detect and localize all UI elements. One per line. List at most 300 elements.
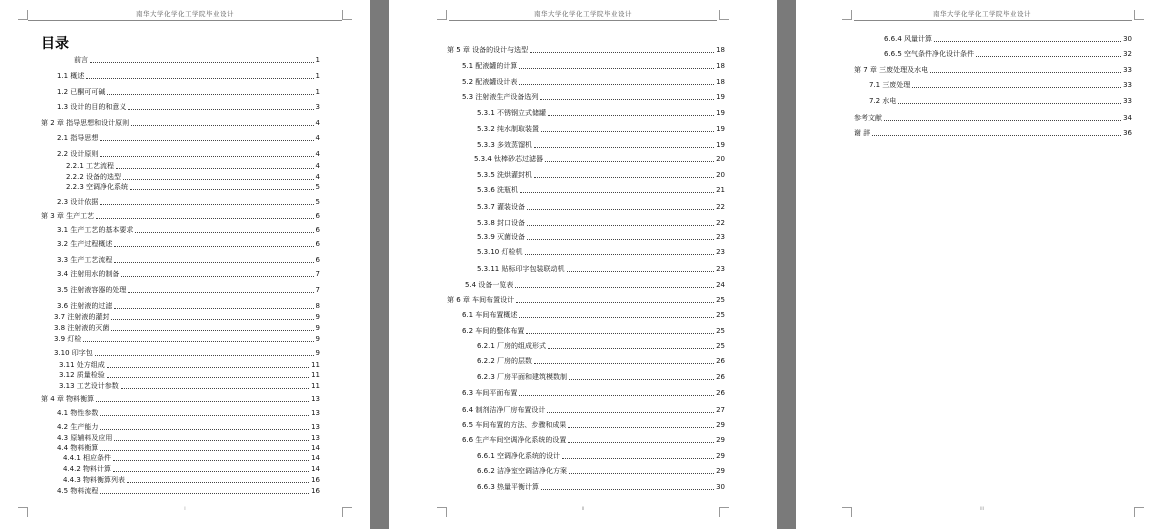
dot-leader: [123, 179, 313, 180]
toc-entry-label: 第 3 章 生产工艺: [41, 212, 95, 220]
toc-entry: [59, 371, 320, 379]
toc-entry-page: 6: [315, 240, 320, 248]
toc-entry-page: 24: [716, 281, 725, 289]
toc-entry: [57, 134, 320, 142]
toc-entry-label: 参考文献: [854, 114, 882, 122]
toc-entry-label: 第 6 章 车间布置设计: [447, 296, 515, 304]
toc-entry-page: 11: [311, 361, 320, 369]
toc-entry: [66, 173, 320, 181]
toc-entry-page: 26: [716, 389, 725, 397]
toc-entry: [477, 203, 725, 211]
toc-entry: [477, 233, 725, 241]
toc-entry-label: 4.4.1 相应条件: [63, 454, 112, 462]
toc-entry-label: 3.11 处方组成: [59, 361, 105, 369]
toc-entry: [869, 81, 1132, 89]
toc-entry-label: 5.3.6 洗瓶机: [477, 186, 519, 194]
toc-entry-page: 16: [311, 476, 320, 484]
dot-leader: [114, 308, 313, 309]
toc-entry: [462, 421, 725, 429]
dot-leader: [525, 254, 715, 255]
toc-entry: [41, 119, 320, 127]
dot-leader: [534, 147, 714, 148]
dot-leader: [562, 458, 714, 459]
dot-leader: [100, 493, 309, 494]
dot-leader: [872, 135, 1121, 136]
toc-entry-page: 11: [311, 371, 320, 379]
toc-entry-label: 4.4 物料衡算: [57, 444, 99, 452]
toc-entry-page: 18: [716, 62, 725, 70]
dot-leader: [884, 120, 1121, 121]
toc-entry: [477, 109, 725, 117]
dot-leader: [527, 209, 714, 210]
toc-entry: [57, 72, 320, 80]
toc-entry-page: 29: [716, 436, 725, 444]
toc-entry-page: 19: [716, 125, 725, 133]
toc-entry-label: 1.3 设计的目的和意义: [57, 103, 127, 111]
toc-entry-label: 6.2 车间的整体布置: [462, 327, 525, 335]
dot-leader: [934, 41, 1121, 42]
dot-leader: [519, 395, 714, 396]
margin-corner-top-left: [842, 10, 852, 20]
dot-leader: [519, 317, 714, 318]
toc-entry-label: 5.3 注射液生产设备选列: [462, 93, 539, 101]
toc-entry-label: 第 7 章 三废处理及水电: [854, 66, 929, 74]
dot-leader: [930, 72, 1121, 73]
toc-entry: [477, 357, 725, 365]
toc-entry: [462, 436, 725, 444]
toc-entry-label: 6.3 车间平面布置: [462, 389, 518, 397]
dot-leader: [130, 189, 313, 190]
toc-entry: [477, 141, 725, 149]
toc-entry-label: 2.2.1 工艺流程: [66, 162, 115, 170]
toc-entry: [477, 125, 725, 133]
toc-entry-label: 谢 辞: [854, 129, 871, 137]
toc-entry-label: 第 5 章 设备的设计与选型: [447, 46, 529, 54]
toc-entry: [54, 335, 320, 343]
toc-entry-page: 4: [315, 162, 320, 170]
toc-entry-label: 6.2.3 厂房平面和建筑模数制: [477, 373, 568, 381]
page-number-footer: II: [581, 506, 585, 511]
toc-entry-page: 9: [315, 335, 320, 343]
dot-leader: [567, 271, 715, 272]
dot-leader: [114, 246, 313, 247]
toc-entry: [57, 270, 320, 278]
dot-leader: [519, 68, 714, 69]
toc-entry: [57, 302, 320, 310]
toc-title: 目录: [41, 36, 69, 52]
toc-entry-page: 26: [716, 357, 725, 365]
dot-leader: [114, 262, 313, 263]
toc-entry: [57, 226, 320, 234]
toc-entry-label: 6.2.2 厂房的层数: [477, 357, 533, 365]
dot-leader: [568, 427, 714, 428]
toc-entry-label: 5.2 配液罐设计表: [462, 78, 518, 86]
dot-leader: [569, 473, 714, 474]
toc-entry-label: 2.2.3 空调净化系统: [66, 183, 129, 191]
toc-entry-label: 5.3.1 不锈钢立式储罐: [477, 109, 547, 117]
toc-entry-page: 18: [716, 46, 725, 54]
toc-entry-page: 13: [311, 409, 320, 417]
dot-leader: [541, 489, 714, 490]
toc-entry: [63, 476, 320, 484]
toc-entry-page: 6: [315, 212, 320, 220]
toc-entry-page: 1: [315, 72, 320, 80]
toc-entry-label: 6.6.3 热量平衡计算: [477, 483, 540, 491]
toc-entry-label: 5.3.10 灯检机: [477, 248, 523, 256]
dot-leader: [96, 218, 313, 219]
toc-entry: [57, 240, 320, 248]
toc-entry-page: 4: [315, 150, 320, 158]
toc-entry-label: 4.5 物料流程: [57, 487, 99, 495]
document-page-1: [0, 0, 370, 529]
toc-entry-page: 36: [1123, 129, 1132, 137]
toc-entry-page: 25: [716, 342, 725, 350]
toc-entry: [57, 256, 320, 264]
toc-entry-page: 22: [716, 219, 725, 227]
toc-entry-label: 前言: [74, 56, 88, 64]
toc-entry: [477, 219, 725, 227]
toc-entry: [462, 406, 725, 414]
dot-leader: [100, 140, 313, 141]
toc-entry-page: 23: [716, 265, 725, 273]
toc-entry-label: 2.1 指导思想: [57, 134, 99, 142]
toc-entry: [54, 324, 320, 332]
document-page-3: [796, 0, 1168, 529]
toc-entry-page: 22: [716, 203, 725, 211]
dot-leader: [541, 131, 714, 132]
toc-entry-label: 6.1 车间布置概述: [462, 311, 518, 319]
toc-entry-label: 7.1 三废处理: [869, 81, 911, 89]
toc-entry-label: 6.2.1 厂房的组成形式: [477, 342, 547, 350]
toc-entry: [884, 50, 1132, 58]
page-gap-1: [370, 0, 389, 529]
toc-entry-label: 2.3 设计依据: [57, 198, 99, 206]
toc-entry: [57, 286, 320, 294]
toc-entry-label: 3.12 质量检验: [59, 371, 105, 379]
dot-leader: [116, 168, 313, 169]
dot-leader: [107, 367, 309, 368]
dot-leader: [100, 156, 313, 157]
toc-entry-page: 25: [716, 327, 725, 335]
toc-entry-page: 9: [315, 324, 320, 332]
toc-entry-page: 7: [315, 286, 320, 294]
toc-entry: [57, 198, 320, 206]
toc-entry-label: 3.5 注射液容器的处理: [57, 286, 127, 294]
toc-entry: [41, 212, 320, 220]
toc-entry-label: 4.2 生产能力: [57, 423, 99, 431]
toc-entry-label: 1.1 概述: [57, 72, 85, 80]
toc-entry-page: 30: [716, 483, 725, 491]
toc-entry-page: 5: [315, 183, 320, 191]
toc-entry: [66, 162, 320, 170]
toc-entry: [462, 327, 725, 335]
toc-entry-page: 33: [1123, 81, 1132, 89]
toc-entry-page: 13: [311, 423, 320, 431]
dot-leader: [527, 225, 714, 226]
toc-entry-page: 9: [315, 313, 320, 321]
toc-entry-label: 5.4 设备一览表: [465, 281, 514, 289]
toc-entry-label: 4.1 物性参数: [57, 409, 99, 417]
toc-entry-label: 6.6.2 洁净室空调洁净化方案: [477, 467, 568, 475]
dot-leader: [86, 78, 313, 79]
toc-entry: [57, 487, 320, 495]
page-header: 南华大学化学化工学院毕业设计: [136, 10, 234, 18]
toc-entry: [66, 183, 320, 191]
toc-entry: [63, 465, 320, 473]
toc-entry: [477, 452, 725, 460]
dot-leader: [526, 333, 714, 334]
toc-entry: [447, 46, 725, 54]
dot-leader: [96, 401, 309, 402]
toc-entry: [477, 342, 725, 350]
toc-entry-page: 27: [716, 406, 725, 414]
toc-entry-label: 6.6 生产车间空调净化系统的设置: [462, 436, 567, 444]
dot-leader: [100, 415, 309, 416]
toc-entry-page: 5: [315, 198, 320, 206]
toc-entry-page: 6: [315, 226, 320, 234]
header-rule: [854, 20, 1132, 21]
toc-entry-label: 3.9 灯检: [54, 335, 82, 343]
toc-entry-label: 3.7 注射液的灌封: [54, 313, 110, 321]
toc-entry-label: 3.1 生产工艺的基本要求: [57, 226, 134, 234]
toc-entry-page: 4: [315, 119, 320, 127]
toc-entry-label: 5.3.2 纯水制取装置: [477, 125, 540, 133]
toc-entry: [854, 114, 1132, 122]
toc-entry-page: 34: [1123, 114, 1132, 122]
toc-entry-page: 3: [315, 103, 320, 111]
toc-entry-label: 4.4.2 物料计算: [63, 465, 112, 473]
toc-entry: [477, 186, 725, 194]
toc-entry-label: 第 2 章 指导思想和设计原则: [41, 119, 130, 127]
toc-entry-page: 30: [1123, 35, 1132, 43]
toc-entry-page: 33: [1123, 97, 1132, 105]
toc-entry-label: 4.4.3 物料衡算列表: [63, 476, 126, 484]
toc-entry: [41, 395, 320, 403]
toc-entry-label: 2.2.2 设备的选型: [66, 173, 122, 181]
toc-entry-page: 29: [716, 467, 725, 475]
dot-leader: [515, 287, 714, 288]
dot-leader: [114, 440, 309, 441]
dot-leader: [100, 450, 309, 451]
toc-entry-label: 5.3.11 贴标印字包装联动机: [477, 265, 565, 273]
page-gap-2: [777, 0, 796, 529]
toc-entry-page: 33: [1123, 66, 1132, 74]
toc-entry-page: 14: [311, 444, 320, 452]
toc-entry: [57, 434, 320, 442]
toc-entry: [465, 281, 725, 289]
toc-entry-label: 5.3.5 洗烘灌封机: [477, 171, 533, 179]
toc-entry: [59, 382, 320, 390]
dot-leader: [135, 232, 313, 233]
dot-leader: [520, 192, 714, 193]
toc-entry-page: 14: [311, 465, 320, 473]
dot-leader: [534, 177, 714, 178]
toc-entry-label: 4.3 原辅料及应用: [57, 434, 113, 442]
toc-entry-page: 26: [716, 373, 725, 381]
header-rule: [28, 20, 342, 21]
dot-leader: [568, 442, 714, 443]
dot-leader: [121, 388, 309, 389]
margin-corner-top-right: [342, 10, 352, 20]
toc-entry: [462, 93, 725, 101]
toc-entry-page: 9: [315, 349, 320, 357]
page-header: 南华大学化学化工学院毕业设计: [534, 10, 632, 18]
dot-leader: [128, 292, 313, 293]
dot-leader: [113, 460, 309, 461]
dot-leader: [516, 302, 714, 303]
page-number-footer: III: [980, 506, 984, 511]
toc-entry: [462, 62, 725, 70]
toc-entry-page: 32: [1123, 50, 1132, 58]
toc-entry: [57, 409, 320, 417]
dot-leader: [898, 103, 1121, 104]
toc-entry: [477, 483, 725, 491]
dot-leader: [545, 161, 714, 162]
dot-leader: [127, 482, 309, 483]
toc-entry-page: 29: [716, 421, 725, 429]
toc-entry-label: 5.3.9 灭菌设备: [477, 233, 526, 241]
toc-entry: [477, 248, 725, 256]
toc-entry: [57, 88, 320, 96]
dot-leader: [547, 412, 714, 413]
dot-leader: [100, 429, 309, 430]
toc-entry-page: 25: [716, 296, 725, 304]
toc-entry-page: 23: [716, 248, 725, 256]
toc-entry: [54, 313, 320, 321]
toc-entry: [57, 150, 320, 158]
dot-leader: [113, 471, 309, 472]
toc-entry-page: 1: [315, 88, 320, 96]
toc-entry-label: 5.3.7 灌装设备: [477, 203, 526, 211]
toc-entry-label: 3.8 注射液的灭菌: [54, 324, 110, 332]
toc-entry: [477, 467, 725, 475]
toc-entry: [57, 103, 320, 111]
page-number-footer: I: [184, 506, 186, 511]
toc-entry-page: 19: [716, 93, 725, 101]
toc-entry-page: 1: [315, 56, 320, 64]
toc-entry-page: 4: [315, 173, 320, 181]
dot-leader: [540, 99, 714, 100]
toc-entry: [869, 97, 1132, 105]
toc-entry: [854, 129, 1132, 137]
page-header: 南华大学化学化工学院毕业设计: [933, 10, 1031, 18]
toc-entry-label: 3.3 生产工艺流程: [57, 256, 113, 264]
toc-entry-page: 21: [716, 186, 725, 194]
toc-entry-label: 5.3.3 多效蒸馏机: [477, 141, 533, 149]
toc-entry-label: 6.6.4 风量计算: [884, 35, 933, 43]
toc-entry: [854, 66, 1132, 74]
margin-corner-top-right: [1134, 10, 1144, 20]
toc-entry: [462, 78, 725, 86]
toc-entry: [477, 171, 725, 179]
toc-entry-label: 1.2 已酮可可碱: [57, 88, 106, 96]
toc-entry-page: 25: [716, 311, 725, 319]
dot-leader: [128, 109, 313, 110]
margin-corner-top-right: [719, 10, 729, 20]
toc-entry-label: 6.6.1 空调净化系统的设计: [477, 452, 561, 460]
toc-entry-label: 3.13 工艺设计参数: [59, 382, 119, 390]
toc-entry-page: 20: [716, 171, 725, 179]
dot-leader: [534, 363, 714, 364]
dot-leader: [519, 84, 714, 85]
toc-entry: [477, 373, 725, 381]
dot-leader: [90, 62, 314, 63]
toc-entry-label: 6.4 制剂洁净厂房布置设计: [462, 406, 546, 414]
toc-entry-label: 6.5 车间布置的方法、步骤和成果: [462, 421, 567, 429]
toc-entry: [884, 35, 1132, 43]
dot-leader: [131, 125, 313, 126]
dot-leader: [121, 276, 313, 277]
dot-leader: [548, 115, 714, 116]
toc-entry-label: 5.3.8 封口设备: [477, 219, 526, 227]
toc-entry: [462, 311, 725, 319]
toc-entry: [74, 56, 320, 64]
margin-corner-top-left: [18, 10, 28, 20]
toc-entry-page: 13: [311, 434, 320, 442]
toc-entry-page: 11: [311, 382, 320, 390]
dot-leader: [83, 341, 313, 342]
toc-entry-page: 4: [315, 134, 320, 142]
dot-leader: [100, 204, 313, 205]
dot-leader: [107, 94, 313, 95]
toc-entry: [447, 296, 725, 304]
toc-entry: [462, 389, 725, 397]
toc-entry: [474, 155, 725, 163]
toc-entry-page: 16: [311, 487, 320, 495]
toc-entry-page: 19: [716, 109, 725, 117]
toc-entry-label: 2.2 设计原则: [57, 150, 99, 158]
toc-entry-page: 7: [315, 270, 320, 278]
toc-entry-page: 6: [315, 256, 320, 264]
toc-entry-label: 3.6 注射液的过滤: [57, 302, 113, 310]
margin-corner-top-left: [437, 10, 447, 20]
toc-entry-page: 19: [716, 141, 725, 149]
toc-entry: [54, 349, 320, 357]
toc-entry-page: 14: [311, 454, 320, 462]
toc-entry-label: 3.4 注射用水的制备: [57, 270, 120, 278]
dot-leader: [527, 239, 714, 240]
toc-entry-label: 6.6.5 空气条件净化设计条件: [884, 50, 975, 58]
toc-entry-page: 18: [716, 78, 725, 86]
toc-entry: [477, 265, 725, 273]
toc-entry-label: 7.2 水电: [869, 97, 897, 105]
toc-entry: [63, 454, 320, 462]
toc-entry: [57, 444, 320, 452]
dot-leader: [95, 355, 314, 356]
toc-entry-page: 23: [716, 233, 725, 241]
toc-entry-page: 8: [315, 302, 320, 310]
toc-entry: [57, 423, 320, 431]
dot-leader: [530, 52, 714, 53]
dot-leader: [976, 56, 1121, 57]
toc-entry-page: 29: [716, 452, 725, 460]
toc-entry-label: 5.1 配液罐的计算: [462, 62, 518, 70]
toc-entry-label: 第 4 章 物料衡算: [41, 395, 95, 403]
dot-leader: [107, 377, 309, 378]
toc-entry-label: 3.10 印字包: [54, 349, 93, 357]
dot-leader: [111, 330, 313, 331]
toc-entry: [59, 361, 320, 369]
toc-entry-page: 13: [311, 395, 320, 403]
toc-entry-label: 3.2 生产过程概述: [57, 240, 113, 248]
toc-entry-page: 20: [716, 155, 725, 163]
dot-leader: [111, 319, 313, 320]
dot-leader: [569, 379, 714, 380]
document-page-2: [389, 0, 777, 529]
dot-leader: [912, 87, 1121, 88]
header-rule: [449, 20, 717, 21]
dot-leader: [548, 348, 714, 349]
